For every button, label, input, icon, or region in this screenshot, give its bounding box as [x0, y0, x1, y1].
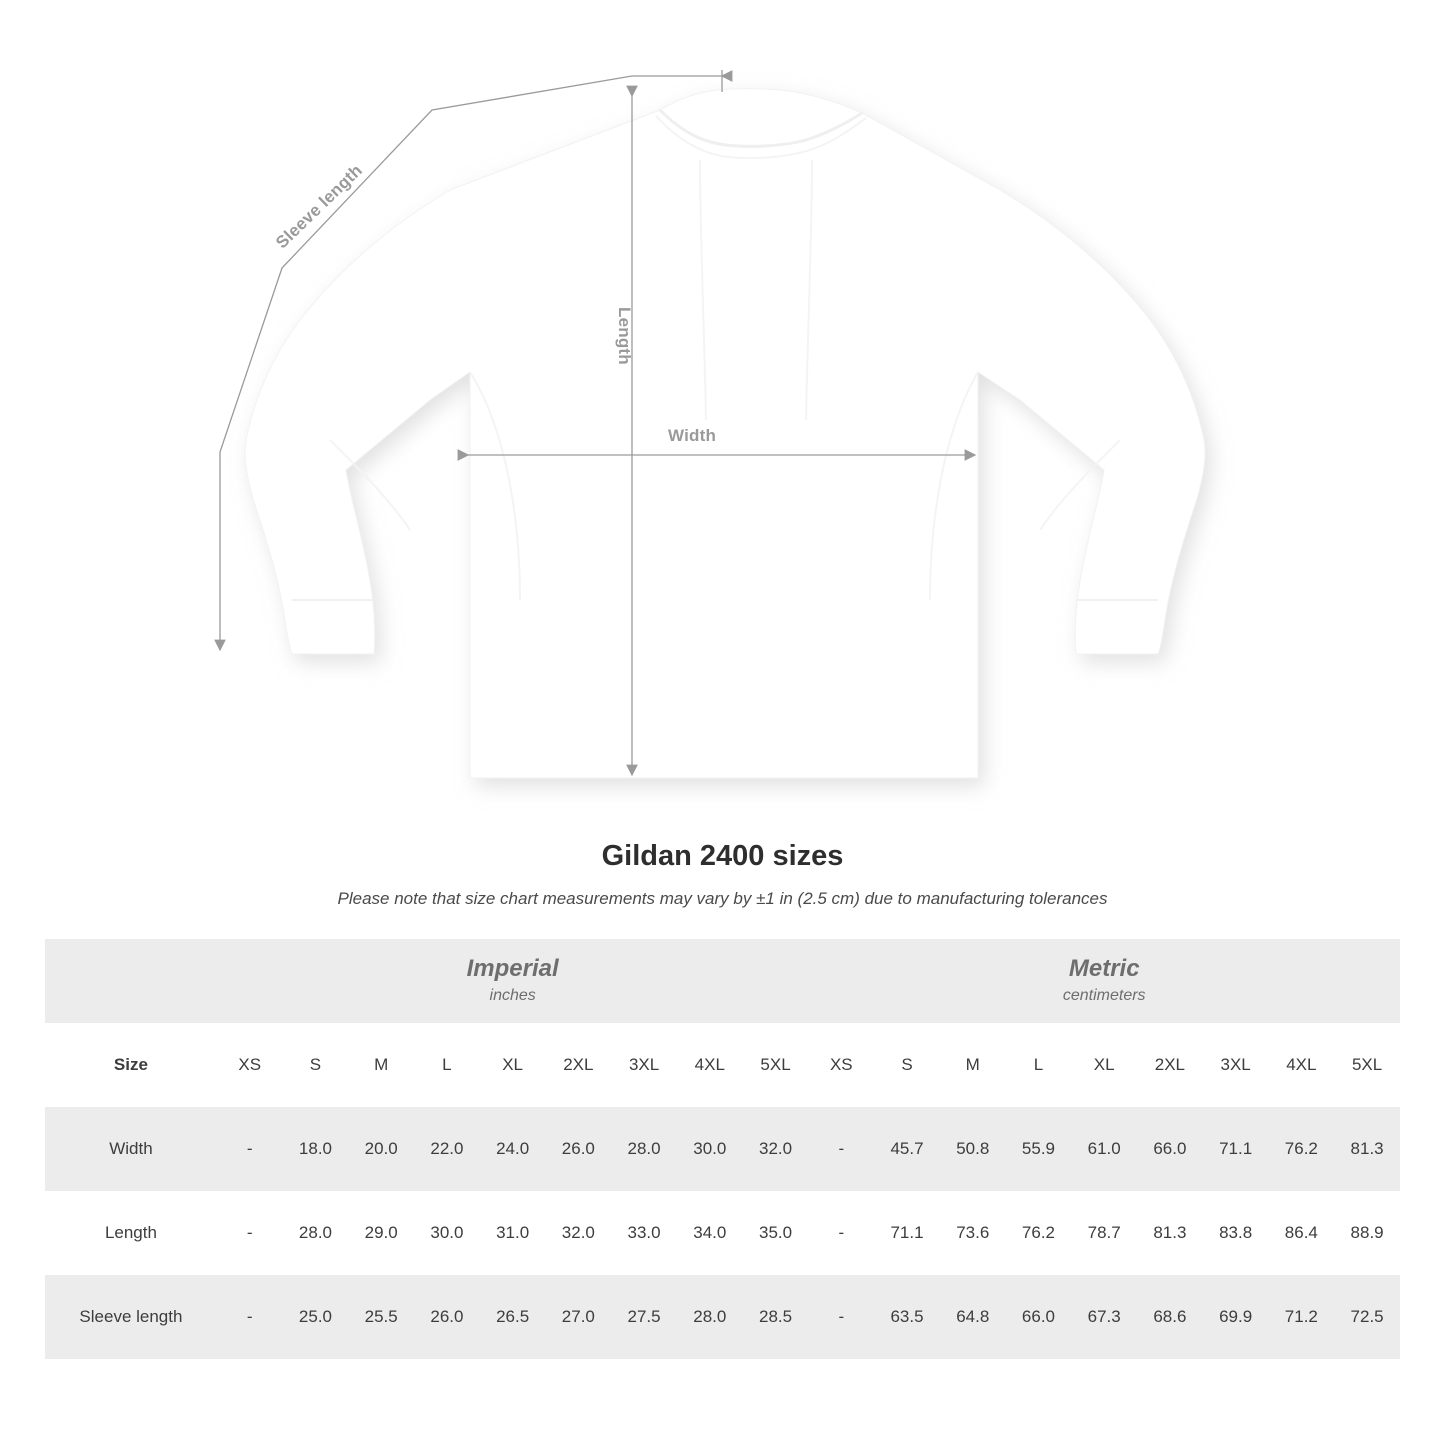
size-column-header: L: [1006, 1023, 1072, 1107]
measurement-cell: -: [217, 1107, 283, 1191]
measurement-cell: 26.0: [414, 1275, 480, 1359]
measurement-cell: 50.8: [940, 1107, 1006, 1191]
size-header-label: Size: [45, 1023, 217, 1107]
title-block: [0, 840, 1445, 909]
size-column-header: 3XL: [1203, 1023, 1269, 1107]
measurement-cell: 45.7: [874, 1107, 940, 1191]
measurement-cell: 26.0: [545, 1107, 611, 1191]
size-column-header: 2XL: [545, 1023, 611, 1107]
width-dimension-label: Width: [668, 426, 717, 445]
length-dimension-label: Length: [615, 307, 634, 365]
size-column-header: S: [283, 1023, 349, 1107]
measurement-cell: 71.1: [1203, 1107, 1269, 1191]
size-column-header: M: [348, 1023, 414, 1107]
measurement-cell: 33.0: [611, 1191, 677, 1275]
measurement-cell: 30.0: [414, 1191, 480, 1275]
measurement-cell: 28.0: [677, 1275, 743, 1359]
measurement-cell: 66.0: [1137, 1107, 1203, 1191]
measurement-cell: 35.0: [743, 1191, 809, 1275]
size-column-header: XS: [217, 1023, 283, 1107]
measurement-row-label: Sleeve length: [45, 1275, 217, 1359]
sleeve-length-dimension-label: Sleeve length: [272, 160, 367, 253]
unit-measure-name: inches: [489, 987, 536, 1004]
size-column-header: XL: [480, 1023, 546, 1107]
measurement-cell: 32.0: [743, 1107, 809, 1191]
measurement-cell: 24.0: [480, 1107, 546, 1191]
measurement-cell: 83.8: [1203, 1191, 1269, 1275]
measurement-cell: 18.0: [283, 1107, 349, 1191]
page-title: Gildan 2400 sizes: [601, 840, 844, 872]
measurement-cell: 66.0: [1006, 1275, 1072, 1359]
size-column-header: 5XL: [743, 1023, 809, 1107]
measurement-cell: -: [217, 1191, 283, 1275]
measurement-cell: -: [217, 1275, 283, 1359]
measurement-cell: 69.9: [1203, 1275, 1269, 1359]
measurement-cell: -: [808, 1107, 874, 1191]
measurement-cell: 61.0: [1071, 1107, 1137, 1191]
measurement-cell: 64.8: [940, 1275, 1006, 1359]
unit-measure-name: centimeters: [1062, 987, 1146, 1004]
unit-system-name: Imperial: [466, 955, 559, 982]
measurement-cell: -: [808, 1275, 874, 1359]
unit-group-metric: [808, 939, 1400, 1023]
unit-system-name: Metric: [1068, 955, 1140, 982]
measurement-cell: 27.5: [611, 1275, 677, 1359]
measurement-cell: 76.2: [1268, 1107, 1334, 1191]
measurement-cell: 30.0: [677, 1107, 743, 1191]
measurement-cell: 73.6: [940, 1191, 1006, 1275]
measurement-cell: 28.0: [611, 1107, 677, 1191]
measurement-cell: 71.1: [874, 1191, 940, 1275]
unit-group-imperial: [217, 939, 809, 1023]
measurement-cell: 76.2: [1006, 1191, 1072, 1275]
size-column-header: S: [874, 1023, 940, 1107]
measurement-cell: 27.0: [545, 1275, 611, 1359]
table-row: [45, 1107, 1400, 1191]
measurement-cell: 81.3: [1137, 1191, 1203, 1275]
unit-row-spacer: [45, 939, 217, 1023]
measurement-cell: 81.3: [1334, 1107, 1400, 1191]
size-column-header: 4XL: [1268, 1023, 1334, 1107]
measurement-cell: 25.0: [283, 1275, 349, 1359]
size-column-header: XL: [1071, 1023, 1137, 1107]
measurement-cell: 28.0: [283, 1191, 349, 1275]
size-column-header: XS: [808, 1023, 874, 1107]
shirt-shape: [245, 89, 1205, 778]
size-column-header: L: [414, 1023, 480, 1107]
measurement-cell: 32.0: [545, 1191, 611, 1275]
measurement-cell: 34.0: [677, 1191, 743, 1275]
measurement-cell: 25.5: [348, 1275, 414, 1359]
size-column-header: 5XL: [1334, 1023, 1400, 1107]
size-header-row: [45, 1023, 1400, 1107]
unit-group-row: [45, 939, 1400, 1023]
measurement-cell: 88.9: [1334, 1191, 1400, 1275]
size-column-header: 3XL: [611, 1023, 677, 1107]
measurement-cell: 67.3: [1071, 1275, 1137, 1359]
measurement-cell: 63.5: [874, 1275, 940, 1359]
measurement-cell: 20.0: [348, 1107, 414, 1191]
size-column-header: M: [940, 1023, 1006, 1107]
measurement-cell: -: [808, 1191, 874, 1275]
measurement-cell: 55.9: [1006, 1107, 1072, 1191]
table-row: [45, 1191, 1400, 1275]
measurement-cell: 22.0: [414, 1107, 480, 1191]
table-row: [45, 1275, 1400, 1359]
size-chart-table: [45, 939, 1400, 1359]
measurement-cell: 72.5: [1334, 1275, 1400, 1359]
measurement-row-label: Width: [45, 1107, 217, 1191]
measurement-cell: 68.6: [1137, 1275, 1203, 1359]
tolerance-note: Please note that size chart measurements may vary by ±1 in (2.5 cm) due to manufacturing tolerances: [337, 889, 1108, 908]
measurement-cell: 28.5: [743, 1275, 809, 1359]
measurement-cell: 26.5: [480, 1275, 546, 1359]
measurement-cell: 86.4: [1268, 1191, 1334, 1275]
size-column-header: 4XL: [677, 1023, 743, 1107]
measurement-cell: 71.2: [1268, 1275, 1334, 1359]
measurement-cell: 31.0: [480, 1191, 546, 1275]
measurement-row-label: Length: [45, 1191, 217, 1275]
measurement-cell: 29.0: [348, 1191, 414, 1275]
size-column-header: 2XL: [1137, 1023, 1203, 1107]
size-table-wrapper: [0, 939, 1445, 1359]
measurement-cell: 78.7: [1071, 1191, 1137, 1275]
